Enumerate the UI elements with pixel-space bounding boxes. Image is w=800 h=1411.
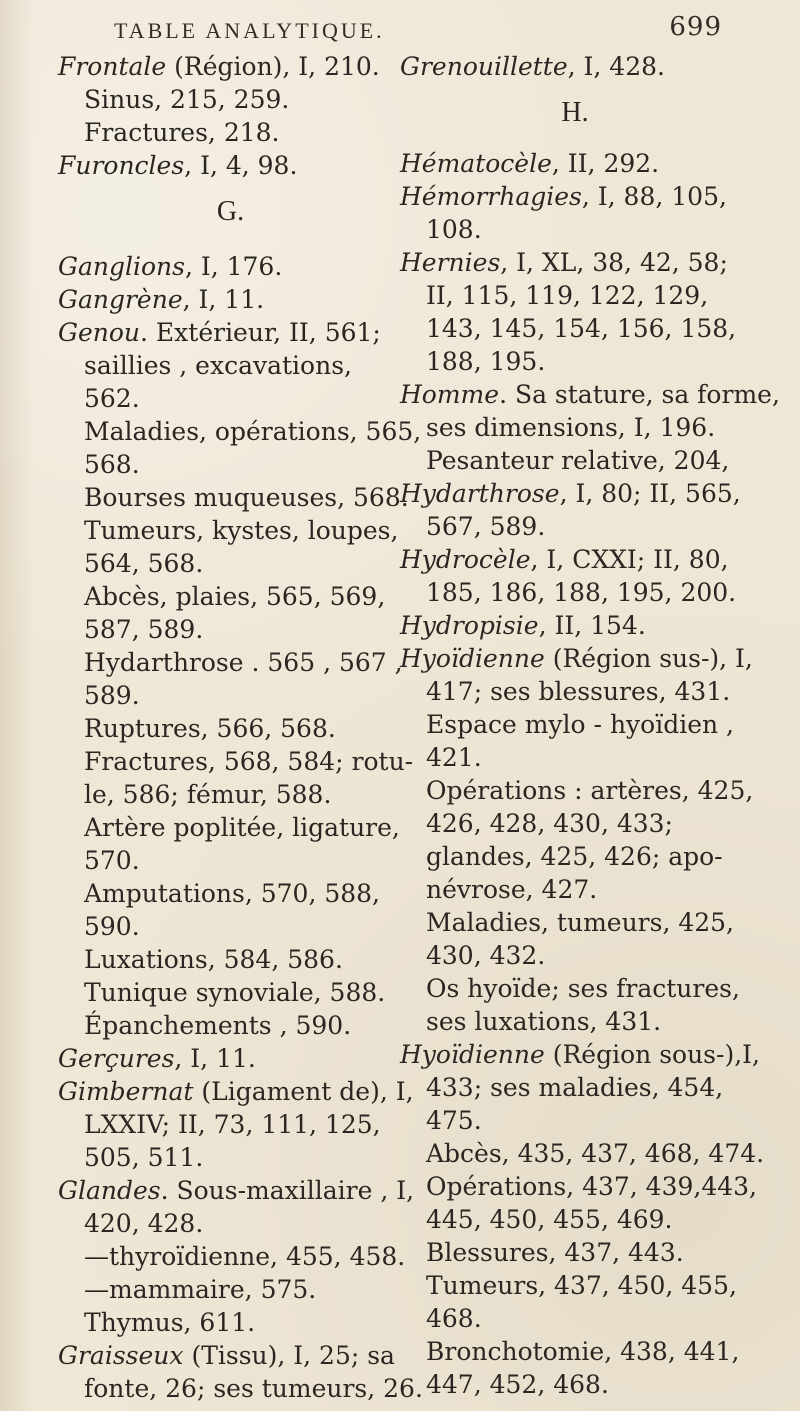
entry-headword: Furoncles <box>58 151 185 180</box>
page-number: 699 <box>669 12 722 42</box>
index-continuation: 505, 511. <box>84 1143 204 1172</box>
entry-detail: , I, XL, 38, 42, 58; <box>500 248 728 277</box>
index-continuation: 421. <box>426 743 482 772</box>
entry-headword: Hernies <box>400 248 501 277</box>
index-subentry: Espace mylo - hyoïdien , <box>426 710 735 739</box>
index-entry <box>58 1174 415 1207</box>
index-continuation: névrose, 427. <box>426 875 598 904</box>
index-entry <box>58 283 403 316</box>
entry-headword: Gimbernat <box>58 1077 202 1106</box>
index-continuation: LXXIV; II, 73, 111, 125, <box>84 1110 381 1139</box>
index-continuation: 567, 589. <box>426 512 546 541</box>
index-subentry: Blessures, 437, 443. <box>426 1238 684 1267</box>
index-entry <box>400 1038 760 1071</box>
index-entry <box>58 50 403 83</box>
index-subentry: Épanchements , 590. <box>84 1011 352 1040</box>
index-continuation: 589. <box>84 681 140 710</box>
index-continuation: 562. <box>84 384 140 413</box>
entry-detail: , I, 80; II, 565, <box>559 479 741 508</box>
entry-detail: . Sa stature, sa forme, <box>499 380 780 409</box>
index-entry <box>400 50 750 83</box>
section-letter-h: H. <box>561 97 589 128</box>
entry-headword: Glandes <box>58 1176 161 1205</box>
index-subentry: Opérations : artères, 425, <box>426 776 754 805</box>
index-subentry: Bronchotomie, 438, 441, <box>426 1337 740 1366</box>
entry-headword: Hyoïdienne <box>400 1040 553 1069</box>
index-entry <box>400 147 750 180</box>
index-continuation: 433; ses maladies, 454, <box>426 1073 724 1102</box>
entry-headword: Ganglions <box>58 252 185 281</box>
index-entry <box>58 1339 403 1372</box>
index-continuation: II, 115, 119, 122, 129, <box>426 281 709 310</box>
index-continuation: 587, 589. <box>84 615 204 644</box>
index-continuation: 420, 428. <box>84 1209 204 1238</box>
entry-detail: , I, 88, 105, <box>581 182 727 211</box>
index-continuation: 185, 186, 188, 195, 200. <box>426 578 737 607</box>
index-continuation: 568. <box>84 450 140 479</box>
index-continuation: le, 586; fémur, 588. <box>84 780 332 809</box>
index-continuation: 426, 428, 430, 433; <box>426 809 673 838</box>
index-subentry: Tunique synoviale, 588. <box>84 978 386 1007</box>
entry-headword: Hémorrhagies <box>400 182 582 211</box>
index-entry <box>58 149 403 182</box>
index-continuation: ses dimensions, I, 196. <box>426 413 716 442</box>
index-subentry: Sinus, 215, 259. <box>84 85 290 114</box>
page-edge-shadow <box>0 0 34 1411</box>
index-subentry: Maladies, opérations, 565, <box>84 417 422 446</box>
index-continuation: Thymus, 611. <box>84 1308 256 1337</box>
entry-detail: , I, 428. <box>567 52 665 81</box>
index-subentry: Os hyoïde; ses fractures, <box>426 974 740 1003</box>
entry-headword: Gangrène <box>58 285 183 314</box>
left-column <box>58 50 423 1405</box>
index-continuation: fonte, 26; ses tumeurs, 26. <box>84 1374 423 1403</box>
entry-headword: Frontale <box>58 52 175 81</box>
entry-detail: (Région sus-), I, <box>552 644 753 673</box>
index-entry <box>400 477 750 510</box>
index-continuation: 445, 450, 455, 469. <box>426 1205 673 1234</box>
index-subentry: Artère poplitée, ligature, <box>84 813 400 842</box>
entry-headword: Hydarthrose <box>400 479 560 508</box>
index-subentry: Opérations, 437, 439,443, <box>426 1172 758 1201</box>
index-continuation: ses luxations, 431. <box>426 1007 662 1036</box>
index-continuation: 447, 452, 468. <box>426 1370 609 1399</box>
index-subentry: Hydarthrose . 565 , 567 , <box>84 648 403 677</box>
index-entry <box>400 642 753 675</box>
index-continuation: saillies , excavations, <box>84 351 352 380</box>
entry-detail: , II, 292. <box>551 149 660 178</box>
entry-headword: Hématocèle <box>400 149 552 178</box>
index-continuation: 188, 195. <box>426 347 546 376</box>
index-subentry: Luxations, 584, 586. <box>84 945 343 974</box>
entry-headword: Hyoïdienne <box>400 644 553 673</box>
entry-detail: (Ligament de), I, <box>201 1077 414 1106</box>
index-entry <box>58 250 403 283</box>
index-subentry: Tumeurs, kystes, loupes, <box>84 516 399 545</box>
entry-headword: Hydropisie <box>400 611 539 640</box>
entry-detail: , I, 11. <box>182 285 265 314</box>
index-entry <box>400 180 750 213</box>
index-subentry: Abcès, plaies, 565, 569, <box>84 582 386 611</box>
entry-detail: (Région sous-),I, <box>552 1040 760 1069</box>
entry-detail: . Extérieur, II, 561; <box>140 318 381 347</box>
index-continuation: —mammaire, 575. <box>84 1275 317 1304</box>
entry-detail: , II, 154. <box>538 611 646 640</box>
section-letter-g: G. <box>216 196 245 227</box>
index-continuation: 475. <box>426 1106 482 1135</box>
index-subentry: Bourses muqueuses, 568. <box>84 483 409 512</box>
entry-detail: (Région), I, 210. <box>174 52 380 81</box>
index-subentry: Ruptures, 566, 568. <box>84 714 336 743</box>
right-column <box>400 50 780 1401</box>
entry-detail: (Tissu), I, 25; sa <box>191 1341 395 1370</box>
entry-headword: Gerçures <box>58 1044 175 1073</box>
index-entry <box>58 316 403 349</box>
index-continuation: 108. <box>426 215 482 244</box>
entry-detail: , I, 11. <box>174 1044 256 1073</box>
page-header <box>72 10 722 44</box>
index-continuation: 570. <box>84 846 140 875</box>
index-subentry: Fractures, 568, 584; rotu- <box>84 747 414 776</box>
index-continuation: 417; ses blessures, 431. <box>426 677 731 706</box>
entry-headword: Homme <box>400 380 500 409</box>
index-continuation: 564, 568. <box>84 549 204 578</box>
entry-detail: , I, CXXI; II, 80, <box>530 545 729 574</box>
index-continuation: 468. <box>426 1304 482 1333</box>
index-subentry: Abcès, 435, 437, 468, 474. <box>426 1139 765 1168</box>
index-subentry: Maladies, tumeurs, 425, <box>426 908 735 937</box>
index-entry <box>58 1075 414 1108</box>
index-entry <box>400 543 750 576</box>
entry-detail: , I, 4, 98. <box>184 151 298 180</box>
index-entry <box>400 378 780 411</box>
index-entry <box>400 246 750 279</box>
entry-headword: Grenouillette <box>400 52 568 81</box>
index-subentry: Fractures, 218. <box>84 118 280 147</box>
entry-detail: , I, 176. <box>184 252 283 281</box>
index-entry <box>58 1042 403 1075</box>
entry-headword: Graisseux <box>58 1341 192 1370</box>
index-continuation: 143, 145, 154, 156, 158, <box>426 314 737 343</box>
page-title: TABLE ANALYTIQUE. <box>114 18 385 43</box>
index-subentry: Pesanteur relative, 204, <box>426 446 730 475</box>
index-continuation: glandes, 425, 426; apo- <box>426 842 723 871</box>
index-continuation: —thyroïdienne, 455, 458. <box>84 1242 406 1271</box>
entry-headword: Hydrocèle <box>400 545 531 574</box>
index-subentry: Tumeurs, 437, 450, 455, <box>426 1271 737 1300</box>
index-continuation: 590. <box>84 912 140 941</box>
entry-detail: . Sous-maxillaire , I, <box>160 1176 415 1205</box>
index-subentry: Amputations, 570, 588, <box>84 879 381 908</box>
index-entry <box>400 609 750 642</box>
entry-headword: Genou <box>58 318 141 347</box>
index-continuation: 430, 432. <box>426 941 546 970</box>
